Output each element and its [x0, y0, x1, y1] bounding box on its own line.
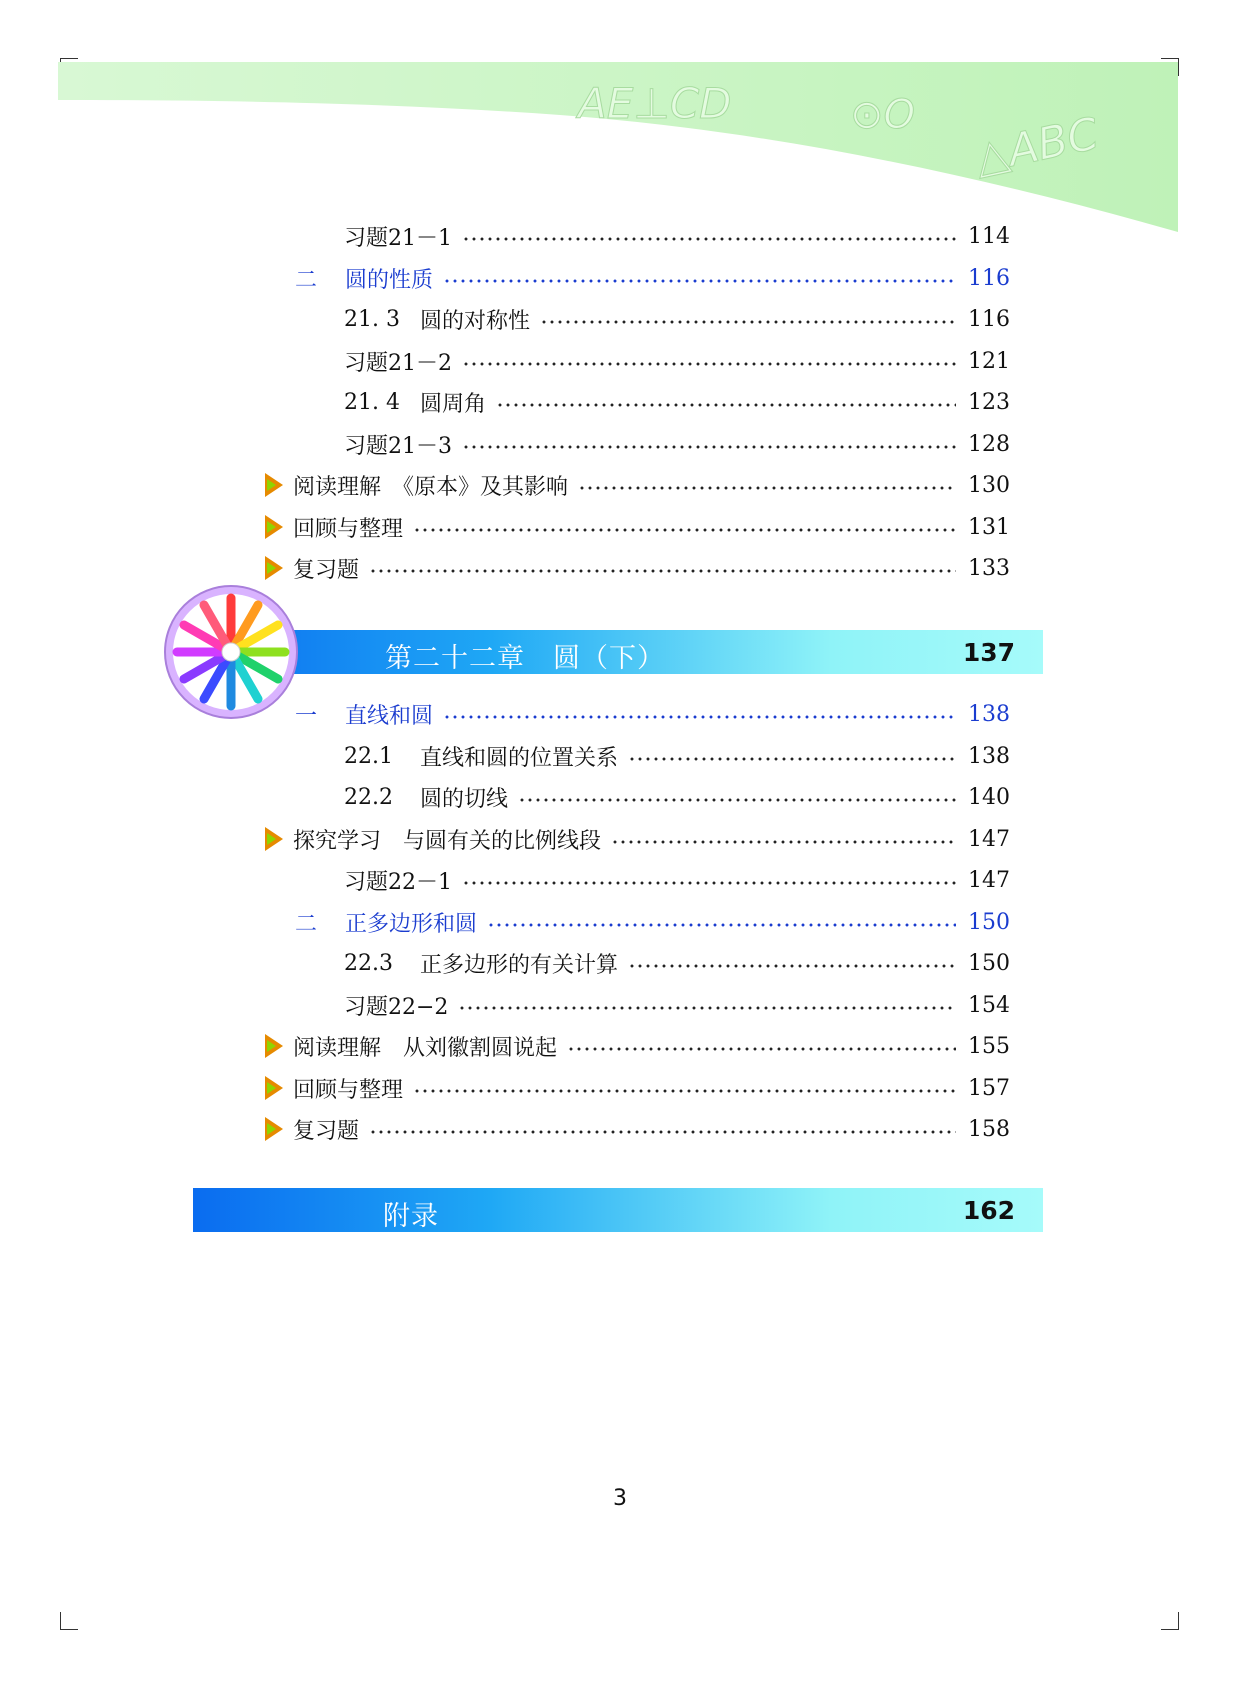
leader-dots — [462, 362, 956, 366]
leader-dots — [611, 840, 956, 844]
toc-entry-title: 回顾与整理 — [293, 1077, 404, 1103]
leader-dots — [369, 569, 956, 573]
leader-dots — [462, 445, 956, 449]
toc-entry-feature[interactable] — [265, 467, 1010, 503]
toc-entry-lesson[interactable] — [344, 301, 1010, 337]
crop-mark-bottom-right — [1161, 1629, 1179, 1630]
leader-dots — [567, 1047, 956, 1051]
toc-entry-page: 150 — [968, 950, 1010, 976]
banner-decor-text: ⊙O — [850, 92, 915, 138]
leader-dots — [518, 798, 956, 802]
toc-entry-lesson[interactable] — [344, 738, 1010, 774]
toc-entry-title: 圆的切线 — [420, 786, 509, 812]
banner-decor-text: AE⊥CD — [578, 79, 732, 128]
lesson-number: 21. 3 — [344, 306, 400, 332]
toc-entry-title: 阅读理解 《原本》及其影响 — [293, 474, 569, 500]
toc-entry-lesson[interactable] — [344, 384, 1010, 420]
toc-entry-feature[interactable] — [265, 550, 1010, 586]
toc-entry-page: 123 — [968, 389, 1010, 415]
toc-entry-feature[interactable] — [265, 1111, 1010, 1147]
toc-entry-title: 习题21－3 — [344, 433, 452, 459]
toc-entry-exercise[interactable] — [344, 987, 1010, 1023]
toc-entry-exercise[interactable] — [344, 218, 1010, 254]
toc-entry-page: 114 — [968, 223, 1010, 249]
toc-entry-title: 阅读理解 从刘徽割圆说起 — [293, 1035, 558, 1061]
toc-entry-exercise[interactable] — [344, 343, 1010, 379]
toc-entry-page: 140 — [968, 784, 1010, 810]
leader-dots — [462, 881, 956, 885]
toc-entry-title: 复习题 — [293, 557, 360, 583]
leader-dots — [462, 237, 956, 241]
toc-entry-feature[interactable] — [265, 821, 1010, 857]
toc-entry-exercise[interactable] — [344, 426, 1010, 462]
chapter-heading-bar[interactable] — [195, 630, 1043, 674]
appendix-heading-bar[interactable] — [193, 1188, 1043, 1232]
leader-dots — [443, 279, 956, 283]
toc-entry-page: 121 — [968, 348, 1010, 374]
leader-dots — [628, 757, 956, 761]
leader-dots — [369, 1130, 956, 1134]
page-number: 3 — [613, 1486, 627, 1511]
appendix-title: 附录 — [383, 1201, 439, 1232]
toc-entry-title: 正多边形和圆 — [345, 911, 478, 937]
appendix-page: 162 — [962, 1196, 1015, 1225]
toc-section-heading[interactable] — [295, 696, 1010, 732]
toc-entry-title: 直线和圆的位置关系 — [420, 745, 619, 771]
toc-entry-feature[interactable] — [265, 1028, 1010, 1064]
toc-entry-lesson[interactable] — [344, 779, 1010, 815]
crop-mark-bottom-right — [1178, 1612, 1179, 1630]
leader-dots — [496, 403, 956, 407]
lesson-number: 21. 4 — [344, 389, 400, 415]
toc-entry-feature[interactable] — [265, 509, 1010, 545]
triangle-bullet-icon — [265, 1117, 283, 1141]
toc-entry-title: 直线和圆 — [345, 703, 434, 729]
toc-entry-page: 131 — [968, 514, 1010, 540]
toc-entry-page: 150 — [968, 909, 1010, 935]
banner-decor-text: △ABC — [970, 108, 1103, 185]
toc-entry-page: 116 — [968, 306, 1010, 332]
triangle-bullet-icon — [265, 1076, 283, 1100]
toc-entry-title: 习题21－2 — [344, 350, 452, 376]
toc-entry-page: 133 — [968, 555, 1010, 581]
toc-entry-page: 128 — [968, 431, 1010, 457]
lesson-number: 22.3 — [344, 950, 393, 976]
leader-dots — [540, 320, 956, 324]
toc-entry-title: 圆的性质 — [345, 267, 434, 293]
crop-mark-bottom-left — [60, 1612, 61, 1630]
chapter-medallion-icon — [163, 584, 299, 720]
toc-entry-page: 154 — [968, 992, 1010, 1018]
section-number: 一 — [295, 703, 318, 729]
toc-entry-title: 习题21－1 — [344, 225, 452, 251]
leader-dots — [578, 486, 956, 490]
leader-dots — [487, 923, 956, 927]
leader-dots — [458, 1006, 956, 1010]
toc-section-heading[interactable] — [295, 260, 1010, 296]
toc-entry-page: 130 — [968, 472, 1010, 498]
toc-entry-title: 复习题 — [293, 1118, 360, 1144]
triangle-bullet-icon — [265, 827, 283, 851]
toc-entry-exercise[interactable] — [344, 862, 1010, 898]
triangle-bullet-icon — [265, 556, 283, 580]
chapter-page: 137 — [962, 638, 1015, 667]
toc-entry-page: 116 — [968, 265, 1010, 291]
chapter-title: 第二十二章 圆（下） — [385, 643, 665, 674]
toc-entry-title: 习题22−2 — [344, 994, 449, 1020]
header-banner — [0, 0, 1240, 240]
toc-entry-page: 147 — [968, 867, 1010, 893]
triangle-bullet-icon — [265, 515, 283, 539]
section-number: 二 — [295, 267, 318, 293]
toc-entry-lesson[interactable] — [344, 945, 1010, 981]
lesson-number: 22.2 — [344, 784, 393, 810]
toc-entry-title: 回顾与整理 — [293, 516, 404, 542]
crop-mark-bottom-left — [60, 1629, 78, 1630]
toc-entry-page: 158 — [968, 1116, 1010, 1142]
leader-dots — [413, 1089, 956, 1093]
toc-entry-title: 探究学习 与圆有关的比例线段 — [293, 828, 602, 854]
leader-dots — [443, 715, 956, 719]
leader-dots — [628, 964, 956, 968]
toc-entry-page: 157 — [968, 1075, 1010, 1101]
triangle-bullet-icon — [265, 473, 283, 497]
lesson-number: 22.1 — [344, 743, 393, 769]
toc-entry-page: 138 — [968, 701, 1010, 727]
toc-entry-page: 147 — [968, 826, 1010, 852]
triangle-bullet-icon — [265, 1034, 283, 1058]
toc-entry-page: 138 — [968, 743, 1010, 769]
toc-entry-title: 圆周角 — [420, 391, 487, 417]
toc-entry-title: 正多边形的有关计算 — [420, 952, 619, 978]
toc-entry-page: 155 — [968, 1033, 1010, 1059]
leader-dots — [413, 528, 956, 532]
toc-entry-feature[interactable] — [265, 1070, 1010, 1106]
toc-section-heading[interactable] — [295, 904, 1010, 940]
section-number: 二 — [295, 911, 318, 937]
toc-entry-title: 圆的对称性 — [420, 308, 531, 334]
toc-entry-title: 习题22－1 — [344, 869, 452, 895]
